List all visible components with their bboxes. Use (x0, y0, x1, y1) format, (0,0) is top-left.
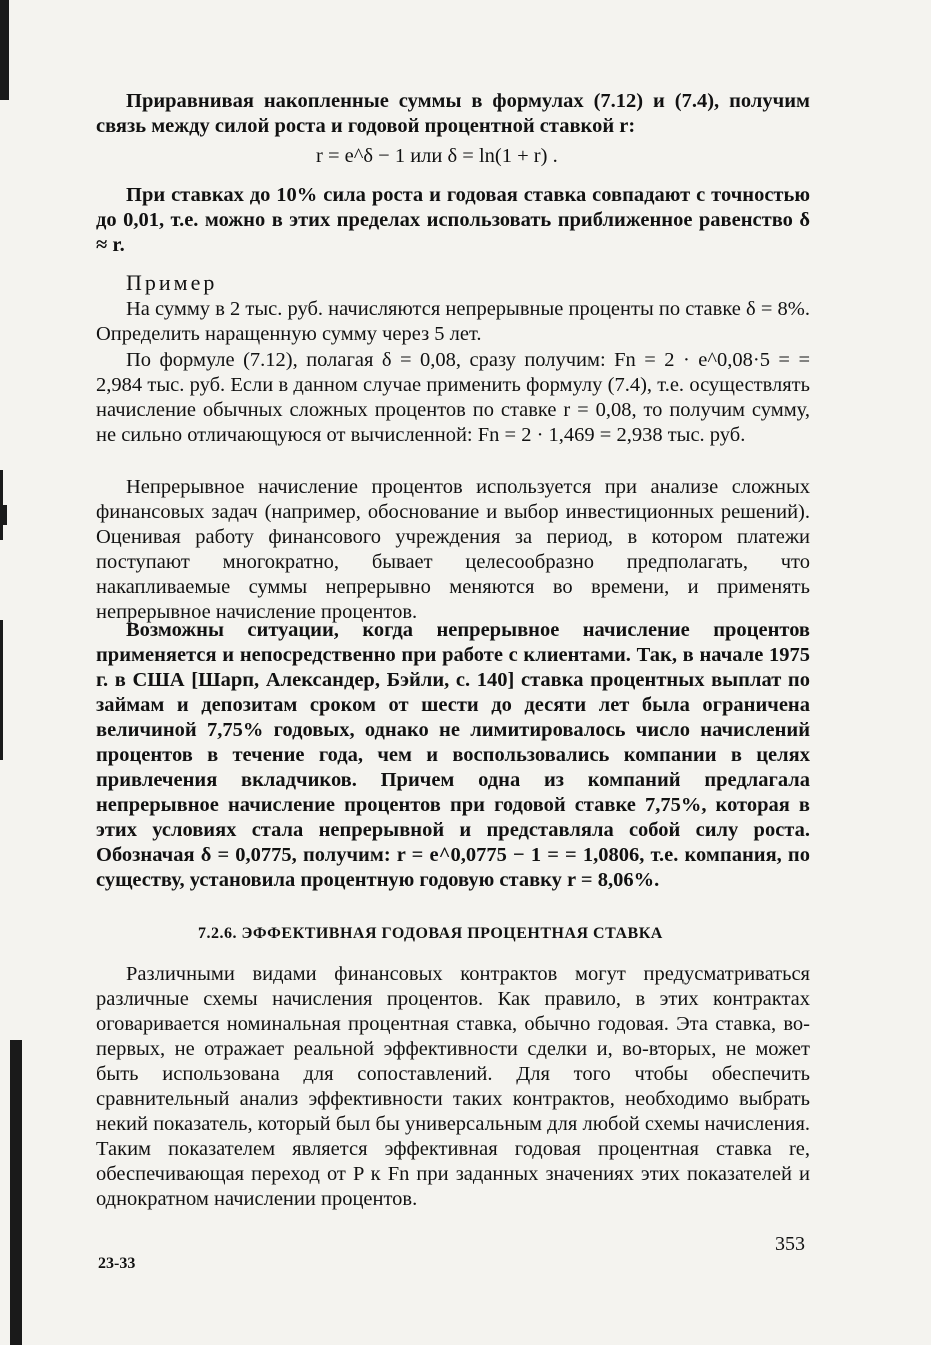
paragraph-relation (96, 89, 810, 139)
paragraph-text: Различными видами финансовых контрактов могут предусматриваться различные схемы начисления процентов. Как правило, в этих контрактах оговаривается номинальная процентная ставка, обычно годовая. Эта ставка, во-первых, не отражает реальной эффективности сделки и, во-вторых, не может быть использована для сопоставлений. Для того чтобы обеспечить сравнительный анализ эффективности таких контрактов, необходимо выбрать некий показатель, который был бы универсальным для любой схемы начисления. Таким показателем является эффективная годовая процентная ставка re, обеспечивающая переход от P к Fn при заданных значениях этих показателей и однократном начислении процентов. (96, 963, 810, 1210)
paragraph-text: При ставках до 10% сила роста и годовая ставка совпадают с точностью до 0,01, т.е. можно в этих пределах использовать приближенное равенство δ ≈ r. (96, 184, 810, 256)
section-heading: 7.2.6. ЭФФЕКТИВНАЯ ГОДОВАЯ ПРОЦЕНТНАЯ СТАВКА (198, 925, 663, 942)
paragraph-text: Приравнивая накопленные суммы в формулах (7.12) и (7.4), получим связь между силой роста и годовой процентной ставкой r: (96, 90, 810, 137)
example-solution: По формуле (7.12), полагая δ = 0,08, сразу получим: Fn = 2 · e^0,08·5 = = 2,984 тыс. руб. Если в данном случае применить формулу (7.4), т.е. осуществлять начисление обычных сложных процентов по ставке r = 0,08, то получим сумму, не сильно отличающуюся от вычисленной: Fn = 2 · 1,469 = 2,938 тыс. руб. (96, 349, 810, 446)
scan-edge-shadow (0, 0, 14, 1345)
example-block (96, 297, 810, 448)
paragraph-continuous-use (96, 475, 810, 625)
paragraph-text: Непрерывное начисление процентов используется при анализе сложных финансовых задач (например, обоснование и выбор инвестиционных решений). Оценивая работу финансового учреждения за период, в котором платежи поступают многократно, бывает целесообразно предполагать, что накапливаемые суммы непрерывно меняются во времени, и применять непрерывное начисление процентов. (96, 476, 810, 623)
formula-growth-rate: r = e^δ − 1 или δ = ln(1 + r) . (316, 145, 558, 167)
paragraph-text: Возможны ситуации, когда непрерывное начисление процентов применяется и непосредственно при работе с клиентами. Так, в начале 1975 г. в США [Шарп, Александер, Бэйли, с. 140] ставка процентных выплат по займам и депозитам сроком от шести до десяти лет была ограничена величиной 7,75% годовых, однако не лимитировалось число начислений процентов в течение года, чем и воспользовались компании в целях привлечения вкладчиков. Причем одна из компаний предлагала непрерывное начисление процентов при годовой ставке 7,75%, которая в этих условиях стала непрерывной и представляла собой силу роста. Обозначая δ = 0,0775, получим: r = e^0,0775 − 1 = = 1,0806, т.е. компания, по существу, установила процентную годовую ставку r = 8,06%. (96, 619, 810, 891)
example-problem: На сумму в 2 тыс. руб. начисляются непрерывные проценты по ставке δ = 8%. Определить наращенную сумму через 5 лет. (96, 298, 810, 345)
page-number: 353 (775, 1233, 805, 1255)
paragraph-approximation (96, 183, 810, 258)
signature-mark: 23-33 (98, 1255, 136, 1272)
paragraph-usa-example (96, 618, 810, 893)
paragraph-effective-rate (96, 962, 810, 1212)
example-title: Пример (126, 270, 218, 295)
